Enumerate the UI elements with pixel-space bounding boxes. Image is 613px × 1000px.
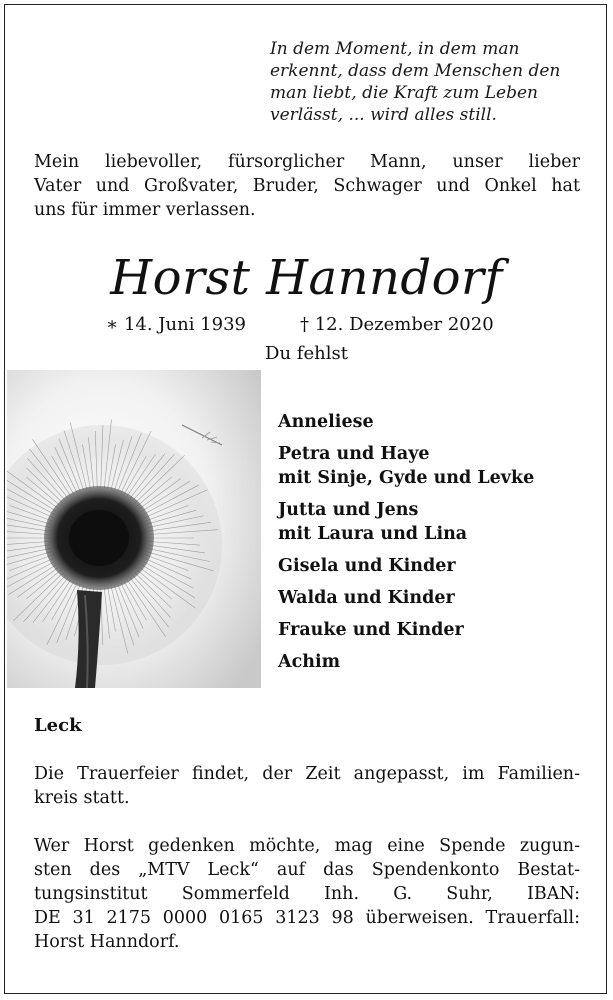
- birth-date: ∗ 14. Juni 1939: [106, 314, 246, 335]
- quote-line: erkennt, dass dem Menschen den: [270, 61, 561, 81]
- family-entry: [278, 586, 598, 610]
- quote-line: verlässt, ... wird alles still.: [270, 105, 497, 125]
- family-entry: [278, 554, 598, 578]
- memorial-quote: [270, 38, 580, 126]
- intro-line: Vater und Großvater, Bruder, Schwager und Onkel hat: [34, 176, 580, 196]
- family-member: mit Sinje, Gyde und Levke: [278, 468, 535, 488]
- family-member: mit Laura und Lina: [278, 524, 468, 544]
- family-entry: [278, 618, 598, 642]
- family-member: Achim: [278, 652, 341, 672]
- quote-line: In dem Moment, in dem man: [270, 39, 520, 59]
- family-entry: [278, 442, 598, 490]
- donation-line: DE 31 2175 0000 0165 3123 98 überweisen. Trauerfall:: [34, 908, 580, 928]
- funeral-line: kreis statt.: [34, 788, 130, 808]
- donation-line: Wer Horst gedenken möchte, mag eine Spende zugun-: [34, 836, 580, 856]
- family-list: [278, 410, 598, 682]
- family-member: Gisela und Kinder: [278, 556, 456, 576]
- you-are-missed: Du fehlst: [265, 343, 348, 364]
- intro-line: uns für immer verlassen.: [34, 200, 256, 220]
- family-member: Walda und Kinder: [278, 588, 455, 608]
- quote-line: man liebt, die Kraft zum Leben: [270, 83, 539, 103]
- donation-line: tungsinstitut Sommerfeld Inh. G. Suhr, IBAN:: [34, 884, 580, 904]
- family-member: Frauke und Kinder: [278, 620, 464, 640]
- donation-line: sten des „MTV Leck“ auf das Spendenkonto Bestat-: [34, 860, 580, 880]
- donation-notice: [34, 834, 580, 954]
- funeral-line: Die Trauerfeier findet, der Zeit angepasst, im Familien-: [34, 764, 580, 784]
- deceased-name: Horst Hanndorf: [110, 250, 503, 306]
- intro-text: [34, 150, 580, 222]
- donation-line: Horst Hanndorf.: [34, 932, 180, 952]
- intro-line: Mein liebevoller, fürsorglicher Mann, unser lieber: [34, 152, 580, 172]
- family-entry: [278, 410, 598, 434]
- death-date: † 12. Dezember 2020: [300, 314, 494, 335]
- family-entry: [278, 650, 598, 674]
- dandelion-image: [7, 370, 261, 688]
- family-entry: [278, 498, 598, 546]
- family-member: Jutta und Jens: [278, 500, 419, 520]
- family-member: Anneliese: [278, 412, 374, 432]
- place-name: Leck: [34, 715, 82, 736]
- family-member: Petra und Haye: [278, 444, 430, 464]
- funeral-notice: [34, 762, 580, 810]
- life-dates: [106, 313, 506, 337]
